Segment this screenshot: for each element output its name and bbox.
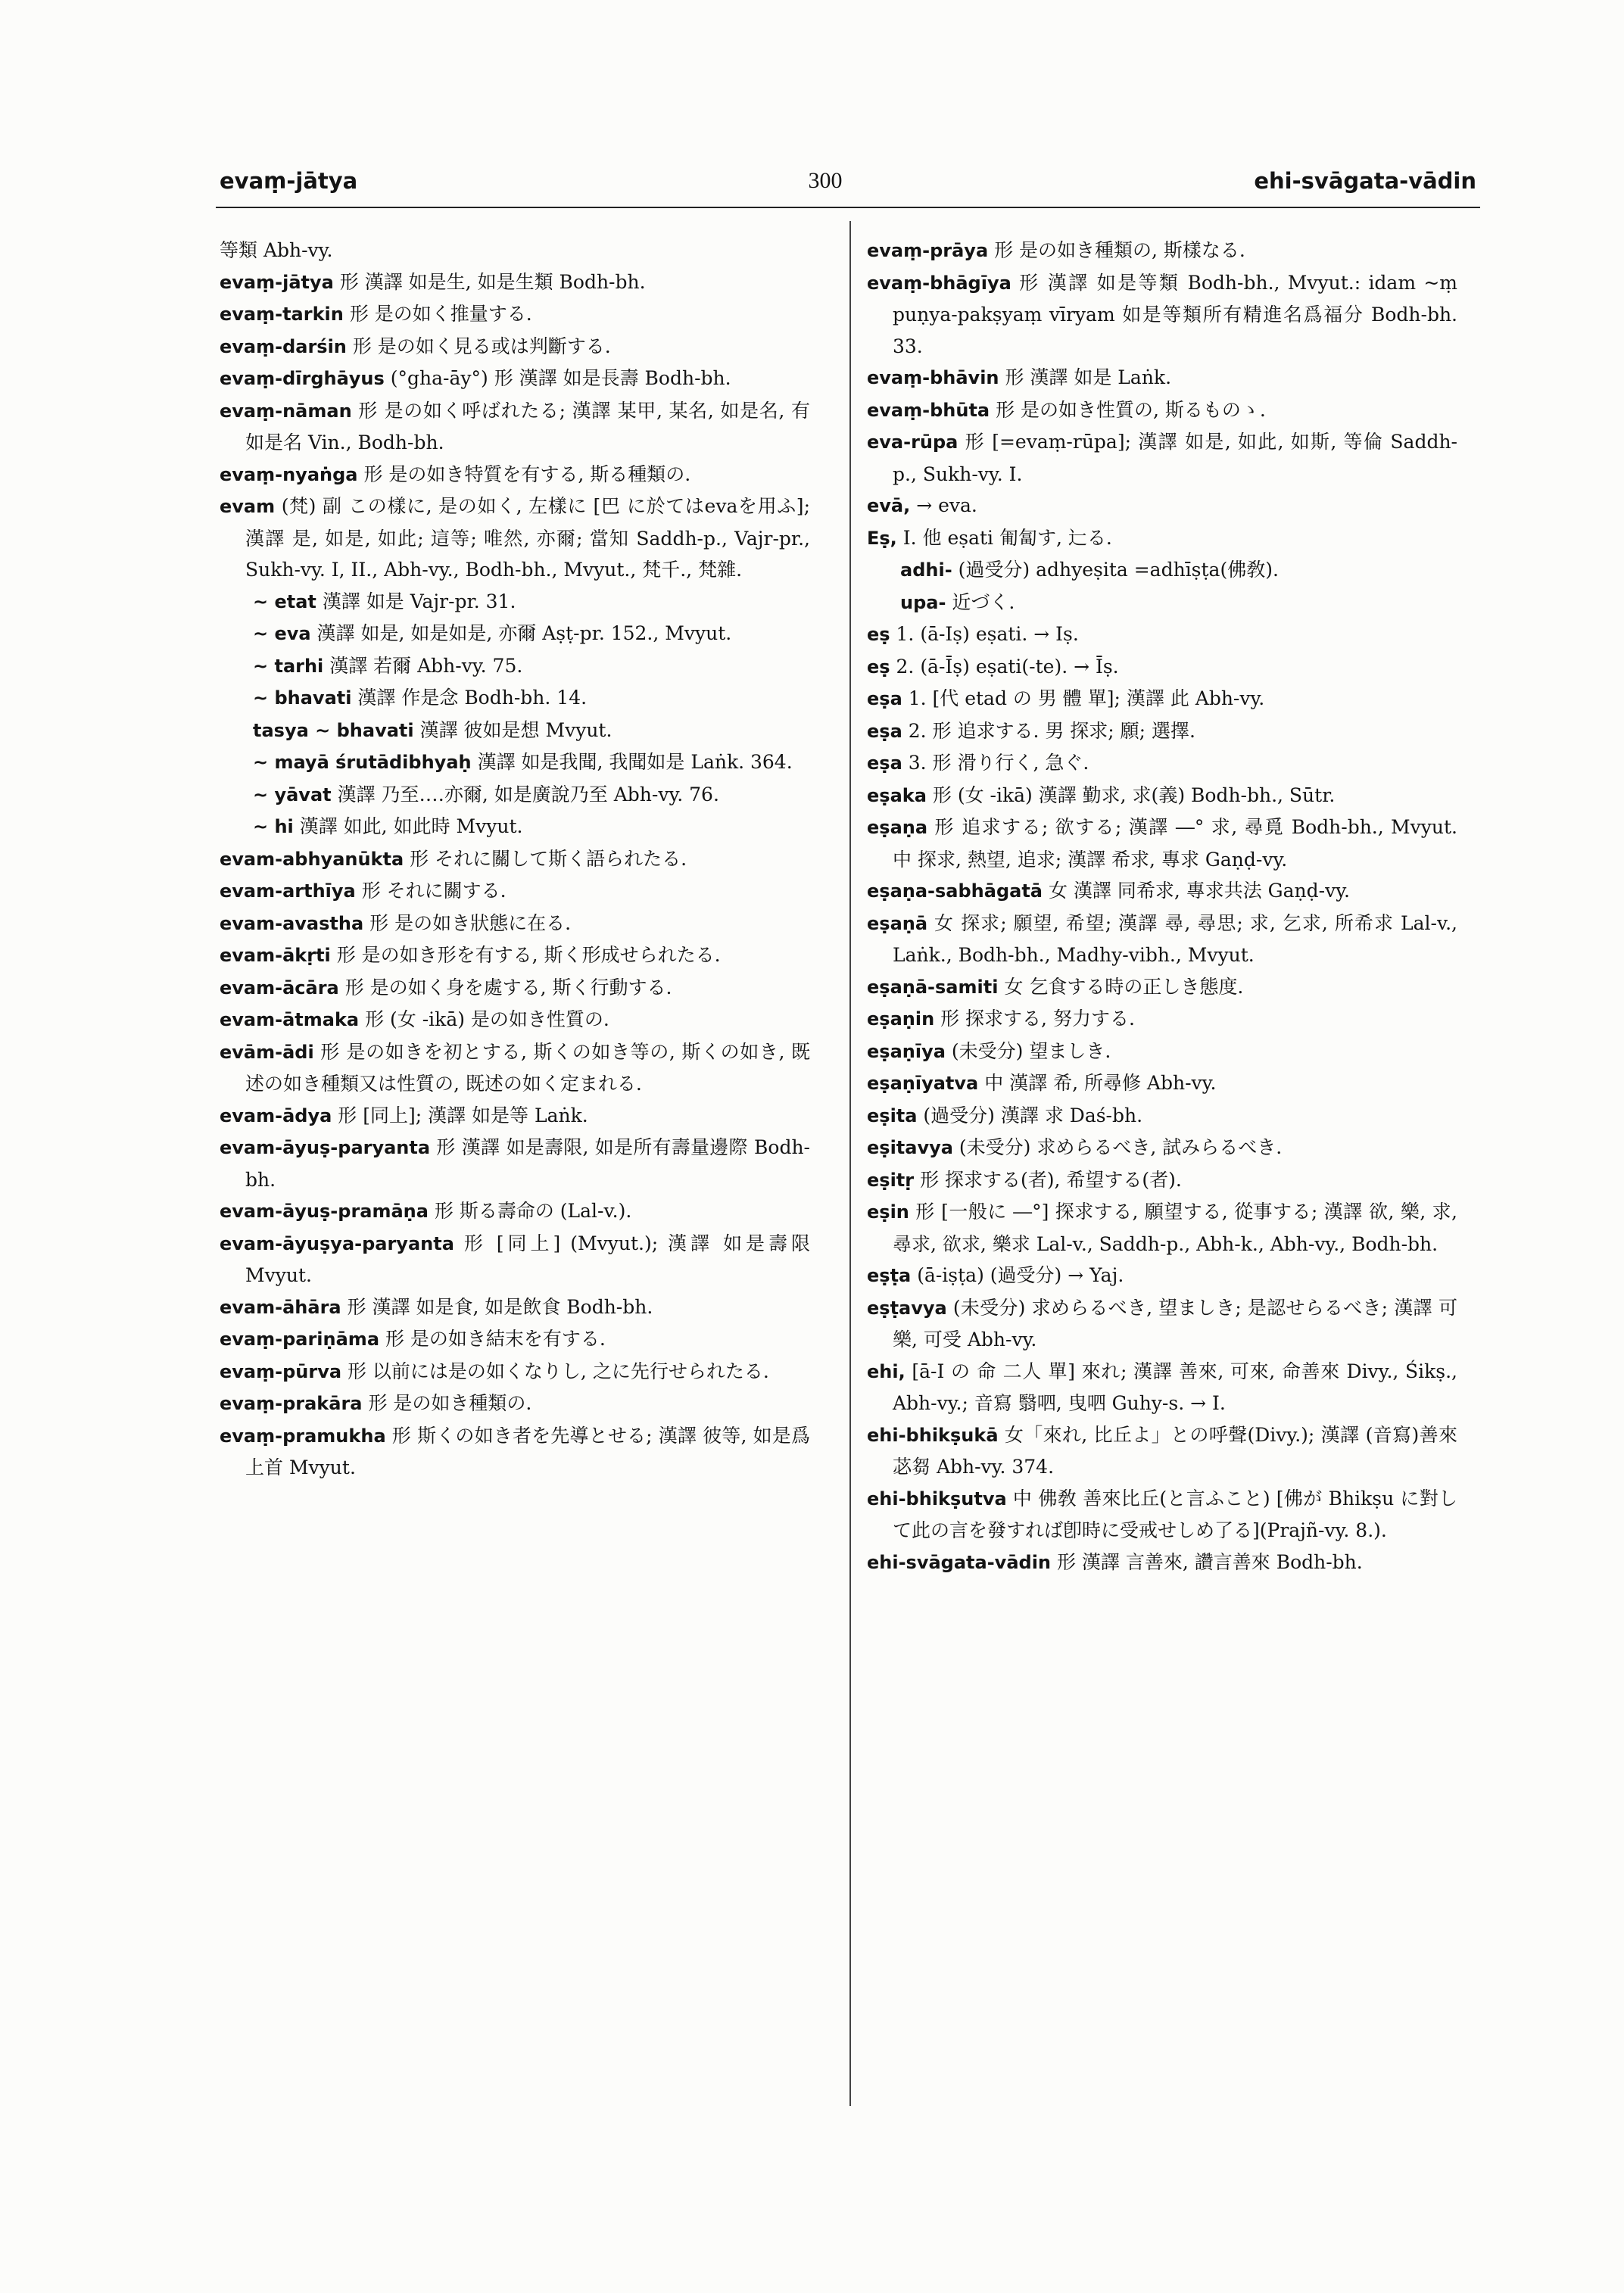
dictionary-entry xyxy=(867,812,1457,875)
running-head-right: ehi-svāgata-vādin xyxy=(1254,168,1476,194)
entry-definition: 形 漢譯 如是等類 Bodh-bh., Mvyut.: idam ~ṃ puṇya-pakṣyaṃ vīryam 如是等類所有精進名爲福分 Bodh-bh. 33. xyxy=(893,271,1458,357)
dictionary-entry xyxy=(220,586,810,618)
entry-headword: eṣaṇīyatva xyxy=(867,1073,979,1094)
entry-definition: 形 (女 -ikā) 是の如き性質の. xyxy=(365,1008,609,1030)
entry-definition: I. 他 eṣati 匍匐す, 辷る. xyxy=(902,526,1112,549)
entry-headword: eṣaṇā-samiti xyxy=(867,976,999,998)
dictionary-entry xyxy=(867,971,1457,1004)
dictionary-entry xyxy=(220,363,810,395)
entry-headword: evaṃ-tarkin xyxy=(220,304,344,325)
entry-definition: 等類 Abh-vy. xyxy=(220,239,333,261)
entry-definition: 形 是の如き結末を有する. xyxy=(385,1328,606,1350)
entry-definition: (ā-iṣṭa) (過受分) → Yaj. xyxy=(917,1264,1124,1286)
entry-definition: 形 斯くの如き者を先導とせる; 漢譯 彼等, 如是爲上首 Mvyut. xyxy=(245,1424,810,1478)
entry-headword: eṣaka xyxy=(867,784,927,806)
entry-definition: 形 それに關する. xyxy=(361,880,507,902)
entry-headword: ~ mayā śrutādibhyaḥ xyxy=(253,752,472,773)
dictionary-entry xyxy=(867,780,1457,812)
dictionary-entry xyxy=(867,1356,1457,1419)
entry-headword: eṣita xyxy=(867,1104,918,1126)
entry-definition: 1. [代 etad の 男 體 單]; 漢譯 此 Abh-vy. xyxy=(908,687,1265,709)
entry-definition: (未受分) 望ましき. xyxy=(951,1039,1111,1062)
entry-definition: [ā-I の 命 二人 單] 來れ; 漢譯 善來, 可來, 命善來 Divy., Śikṣ., Abh-vy.; 音寫 翳呬, 曳呬 Guhy-s. → I. xyxy=(893,1360,1458,1414)
entry-definition: 漢譯 乃至‥‥亦爾, 如是廣說乃至 Abh-vy. 76. xyxy=(337,783,719,805)
entry-headword: evam-āhāra xyxy=(220,1296,341,1318)
entry-definition: 形 是の如き狀態に在る. xyxy=(369,911,572,934)
dictionary-entry xyxy=(867,362,1457,394)
entry-definition: 形 以前には是の如くなりし, 之に先行せられたる. xyxy=(347,1360,769,1382)
entry-headword: evam-āyuṣ-pramāṇa xyxy=(220,1201,429,1222)
entry-headword: evaṃ-bhūta xyxy=(867,399,990,421)
dictionary-entry xyxy=(867,1003,1457,1036)
entry-definition: 形 探求する, 努力する. xyxy=(940,1008,1135,1030)
entry-definition: 形 是の如き種類の, 斯樣なる. xyxy=(994,239,1245,261)
header-rule xyxy=(216,207,1480,208)
dictionary-entry xyxy=(867,1067,1457,1100)
dictionary-entry xyxy=(867,683,1457,715)
dictionary-entry xyxy=(220,491,810,586)
entry-definition: 形 是の如く身を處する, 斯く行動する. xyxy=(344,976,672,999)
entry-definition: 漢譯 彼如是想 Mvyut. xyxy=(419,718,613,741)
dictionary-entry xyxy=(220,331,810,363)
dictionary-entry xyxy=(867,618,1457,651)
entry-definition: 形 漢譯 如是壽限, 如是所有壽量邊際 Bodh-bh. xyxy=(245,1136,810,1191)
entry-headword: ehi-bhikṣukā xyxy=(867,1424,999,1446)
entry-definition: 3. 形 滑り行く, 急ぐ. xyxy=(908,752,1089,774)
entry-headword: evaṃ-prāya xyxy=(867,240,989,261)
entry-headword: evaṃ-darśin xyxy=(220,335,347,357)
entry-headword: evaṃ-nāman xyxy=(220,400,352,422)
entry-headword: tasya ~ bhavati xyxy=(253,719,414,741)
dictionary-entry xyxy=(867,1100,1457,1132)
entry-definition: 形 是の如く見る或は判斷する. xyxy=(352,335,611,357)
entry-definition: 2. 形 追求する. 男 探求; 願; 選擇. xyxy=(908,719,1195,742)
entry-headword: eṣa xyxy=(867,720,902,742)
entry-headword: evaṃ-pariṇāma xyxy=(220,1329,380,1350)
entry-headword: evaṃ-bhāgīya xyxy=(867,272,1011,294)
entry-definition: → eva. xyxy=(916,494,977,516)
entry-definition: 形 是の如き特質を有する, 斯る種類の. xyxy=(363,463,691,485)
entry-headword: evaṃ-pūrva xyxy=(220,1360,342,1382)
dictionary-entry xyxy=(220,1228,810,1291)
entry-headword: eṣṭavya xyxy=(867,1297,947,1319)
dictionary-entry xyxy=(867,1292,1457,1356)
left-column xyxy=(220,235,810,1484)
dictionary-entry xyxy=(220,1291,810,1324)
entry-headword: evam-āyuṣya-paryanta xyxy=(220,1232,454,1254)
dictionary-entry xyxy=(867,1164,1457,1197)
entry-definition: 形 探求する(者), 希望する(者). xyxy=(920,1168,1182,1191)
entry-headword: evam-ādya xyxy=(220,1104,332,1126)
entry-headword: evam-āyuṣ-paryanta xyxy=(220,1137,431,1158)
dictionary-entry xyxy=(220,235,810,266)
entry-headword: ~ etat xyxy=(253,590,316,612)
entry-definition: 漢譯 若爾 Abh-vy. 75. xyxy=(329,654,523,677)
entry-headword: eṣaṇā xyxy=(867,912,928,934)
dictionary-entry xyxy=(220,266,810,299)
dictionary-entry xyxy=(867,1036,1457,1068)
entry-definition: 形 斯る壽命の (Lal-v.). xyxy=(434,1200,632,1222)
dictionary-entry xyxy=(867,715,1457,748)
dictionary-entry xyxy=(867,426,1457,490)
entry-headword: eṣaṇīya xyxy=(867,1040,946,1062)
entry-headword: evaṃ-bhāvin xyxy=(867,367,999,388)
entry-headword: eva-rūpa xyxy=(867,431,959,453)
dictionary-entry xyxy=(220,1195,810,1228)
dictionary-entry xyxy=(867,1196,1457,1260)
entry-definition: 形 是の如く呼ばれたる; 漢譯 某甲, 某名, 如是名, 有如是名 Vin., Bodh-bh. xyxy=(245,399,810,453)
entry-headword: Eṣ, xyxy=(867,527,897,549)
entry-headword: evam-arthīya xyxy=(220,880,356,902)
entry-definition: (過受分) 漢譯 求 Daś-bh. xyxy=(923,1104,1143,1126)
entry-definition: 形 漢譯 如是食, 如是飲食 Bodh-bh. xyxy=(347,1295,653,1318)
dictionary-entry xyxy=(220,1388,810,1420)
entry-definition: 2. (ā-Īṣ) eṣati(-te). → Īṣ. xyxy=(896,655,1119,678)
entry-headword: ehi-bhikṣutva xyxy=(867,1488,1007,1509)
dictionary-entry xyxy=(220,298,810,331)
dictionary-entry xyxy=(867,1419,1457,1483)
dictionary-entry xyxy=(220,972,810,1005)
dictionary-entry xyxy=(220,939,810,972)
entry-headword: ~ bhavati xyxy=(253,687,352,709)
dictionary-entry xyxy=(220,395,810,459)
entry-headword: ~ tarhi xyxy=(253,655,324,677)
entry-definition: 中 漢譯 希, 所尋修 Abh-vy. xyxy=(984,1072,1217,1094)
dictionary-entry xyxy=(867,522,1457,555)
dictionary-entry xyxy=(220,618,810,650)
entry-definition: 漢譯 如是我聞, 我聞如是 Laṅk. 364. xyxy=(477,751,793,773)
entry-headword: eṣitṛ xyxy=(867,1169,915,1191)
dictionary-entry xyxy=(867,235,1457,267)
dictionary-entry xyxy=(867,1260,1457,1292)
entry-definition: 形 漢譯 如是生, 如是生類 Bodh-bh. xyxy=(339,270,646,293)
dictionary-entry xyxy=(220,908,810,940)
entry-definition: 形 是の如き形を有する, 斯く形成せられたる. xyxy=(336,944,721,966)
entry-definition: 漢譯 作是念 Bodh-bh. 14. xyxy=(357,687,588,709)
entry-headword: eṣaṇa xyxy=(867,817,928,838)
dictionary-entry xyxy=(220,1323,810,1356)
entry-definition: 1. (ā-Iṣ) eṣati. → Iṣ. xyxy=(896,623,1079,645)
running-head-left: evaṃ-jātya xyxy=(220,168,358,194)
dictionary-entry xyxy=(867,747,1457,780)
entry-headword: ehi-svāgata-vādin xyxy=(867,1551,1052,1573)
entry-definition: 漢譯 如是, 如是如是, 亦爾 Aṣṭ-pr. 152., Mvyut. xyxy=(316,622,732,644)
entry-definition: 女 漢譯 同希求, 專求共法 Gaṇḍ-vy. xyxy=(1048,880,1350,902)
entry-definition: (未受分) 求めらるべき, 望ましき; 是認せらるべき; 漢譯 可樂, 可受 Abh-vy. xyxy=(893,1296,1457,1351)
entry-headword: evaṃ-dīrghāyus xyxy=(220,368,385,389)
entry-headword: eṣṭa xyxy=(867,1265,912,1286)
entry-headword: evam-ākṛti xyxy=(220,945,331,966)
dictionary-entry xyxy=(220,811,810,843)
entry-headword: evaṃ-pramukha xyxy=(220,1425,386,1447)
entry-definition: 形 是の如きを初とする, 斯くの如き等の, 斯くの如き, 既述の如き種類又は性質の, 既述の如く定まれる. xyxy=(245,1040,810,1095)
entry-definition: 女 探求; 願望, 希望; 漢譯 尋, 尋思; 求, 乞求, 所希求 Lal-v., Laṅk., Bodh-bh., Madhy-vibh., Mvyut. xyxy=(893,911,1457,966)
entry-definition: 形 追求する; 欲する; 漢譯 ―° 求, 尋覓 Bodh-bh., Mvyut. 中 探求, 熱望, 追求; 漢譯 希求, 專求 Gaṇḍ-vy. xyxy=(893,816,1458,871)
entry-headword: ~ hi xyxy=(253,816,294,837)
entry-headword: ~ yāvat xyxy=(253,784,332,805)
dictionary-entry xyxy=(220,875,810,908)
entry-definition: 形 是の如き種類の. xyxy=(368,1392,532,1414)
dictionary-entry xyxy=(220,459,810,491)
entry-headword: evaṃ-nyaṅga xyxy=(220,463,358,485)
entry-headword: ~ eva xyxy=(253,623,311,644)
column-divider xyxy=(849,221,851,2106)
entry-headword: eṣaṇa-sabhāgatā xyxy=(867,880,1043,902)
entry-headword: evām-ādi xyxy=(220,1041,314,1063)
dictionary-entry xyxy=(220,779,810,812)
dictionary-entry xyxy=(867,554,1457,587)
page-number: 300 xyxy=(808,168,843,193)
entry-definition: 形 是の如く推量する. xyxy=(349,303,532,325)
entry-headword: ehi, xyxy=(867,1360,906,1382)
right-column xyxy=(867,235,1457,1578)
entry-definition: 女 乞食する時の正しき態度. xyxy=(1004,975,1244,998)
dictionary-entry xyxy=(867,1547,1457,1579)
dictionary-entry xyxy=(867,1132,1457,1164)
dictionary-entry xyxy=(220,1420,810,1484)
entry-headword: evaṃ-jātya xyxy=(220,271,334,293)
dictionary-entry xyxy=(220,682,810,715)
entry-definition: 形 [同上] (Mvyut.); 漢譯 如是壽限 Mvyut. xyxy=(245,1232,810,1286)
entry-definition: 漢譯 如是 Vajr-pr. 31. xyxy=(322,590,516,612)
entry-headword: evam xyxy=(220,496,276,517)
entry-definition: 形 [一般に ―°] 探求する, 願望する, 從事する; 漢譯 欲, 樂, 求, 尋求, 欲求, 樂求 Lal-v., Saddh-p., Abh-k., Abh-vy., Bodh-bh. xyxy=(893,1201,1457,1255)
dictionary-entry xyxy=(867,394,1457,427)
entry-headword: eṣ xyxy=(867,656,890,678)
entry-definition: 中 佛敎 善來比丘(と言ふこと) [佛が Bhikṣu に對して此の言を發すれば卽時に受戒せしめ了る](Prajñ-vy. 8.). xyxy=(893,1487,1457,1541)
dictionary-entry xyxy=(220,843,810,876)
entry-headword: adhi- xyxy=(900,559,952,581)
entry-definition: 近づく. xyxy=(952,590,1015,613)
entry-headword: evā, xyxy=(867,495,911,516)
entry-definition: (過受分) adhyeṣita =adhīṣṭa(佛敎). xyxy=(958,559,1279,581)
entry-definition: 漢譯 如此, 如此時 Mvyut. xyxy=(299,815,523,837)
entry-headword: evam-abhyanūkta xyxy=(220,848,404,870)
entry-definition: 形 漢譯 言善來, 讚言善來 Bodh-bh. xyxy=(1056,1550,1363,1573)
dictionary-entry xyxy=(867,651,1457,684)
dictionary-entry xyxy=(220,1004,810,1036)
entry-definition: 形 漢譯 如是 Laṅk. xyxy=(1005,366,1172,388)
entry-headword: evam-ātmaka xyxy=(220,1009,360,1030)
dictionary-entry xyxy=(220,1132,810,1195)
entry-headword: eṣ xyxy=(867,624,890,645)
dictionary-entry xyxy=(867,1483,1457,1547)
entry-definition: (未受分) 求めらるべき, 試みらるべき. xyxy=(959,1136,1283,1158)
dictionary-entry xyxy=(220,1100,810,1132)
dictionary-entry xyxy=(867,908,1457,971)
entry-headword: eṣitavya xyxy=(867,1137,953,1158)
dictionary-entry xyxy=(220,650,810,683)
entry-definition: 形 (女 -ikā) 漢譯 勤求, 求(義) Bodh-bh., Sūtr. xyxy=(932,784,1336,806)
dictionary-entry xyxy=(867,490,1457,522)
dictionary-entry xyxy=(220,1356,810,1388)
entry-definition: (°gha-āy°) 形 漢譯 如是長壽 Bodh-bh. xyxy=(390,367,731,389)
dictionary-entry xyxy=(220,715,810,747)
entry-headword: upa- xyxy=(900,591,946,613)
entry-headword: eṣa xyxy=(867,752,902,774)
entry-headword: eṣaṇin xyxy=(867,1008,935,1030)
dictionary-entry xyxy=(867,875,1457,908)
dictionary-entry xyxy=(220,1036,810,1100)
entry-definition: 形 それに關して斯く語られたる. xyxy=(410,847,687,870)
entry-definition: 形 [=evaṃ-rūpa]; 漢譯 如是, 如此, 如斯, 等倫 Saddh-p., Sukh-vy. I. xyxy=(893,431,1458,485)
entry-headword: eṣin xyxy=(867,1201,909,1223)
dictionary-entry xyxy=(867,587,1457,619)
entry-headword: eṣa xyxy=(867,688,902,709)
entry-definition: (梵) 副 この樣に, 是の如く, 左樣に [巴 に於てはevaを用ふ]; 漢譯 是, 如是, 如此; 這等; 唯然, 亦爾; 當知 Saddh-p., Vajr-pr., Sukh-vy. I, II., Abh-vy., Bodh-bh., Mvyut., 梵千., 梵雜. xyxy=(245,495,810,581)
entry-headword: evam-avastha xyxy=(220,912,364,934)
dictionary-entry xyxy=(867,267,1457,363)
entry-definition: 形 是の如き性質の, 斯るものゝ. xyxy=(996,398,1266,421)
entry-definition: 形 [同上]; 漢譯 如是等 Laṅk. xyxy=(338,1104,588,1126)
entry-definition: 女「來れ, 比丘よ」との呼聲(Divy.); 漢譯 (音寫)善來苾芻 Abh-vy. 374. xyxy=(893,1423,1457,1478)
entry-headword: evaṃ-prakāra xyxy=(220,1393,363,1414)
entry-headword: evam-ācāra xyxy=(220,977,339,999)
dictionary-entry xyxy=(220,746,810,779)
